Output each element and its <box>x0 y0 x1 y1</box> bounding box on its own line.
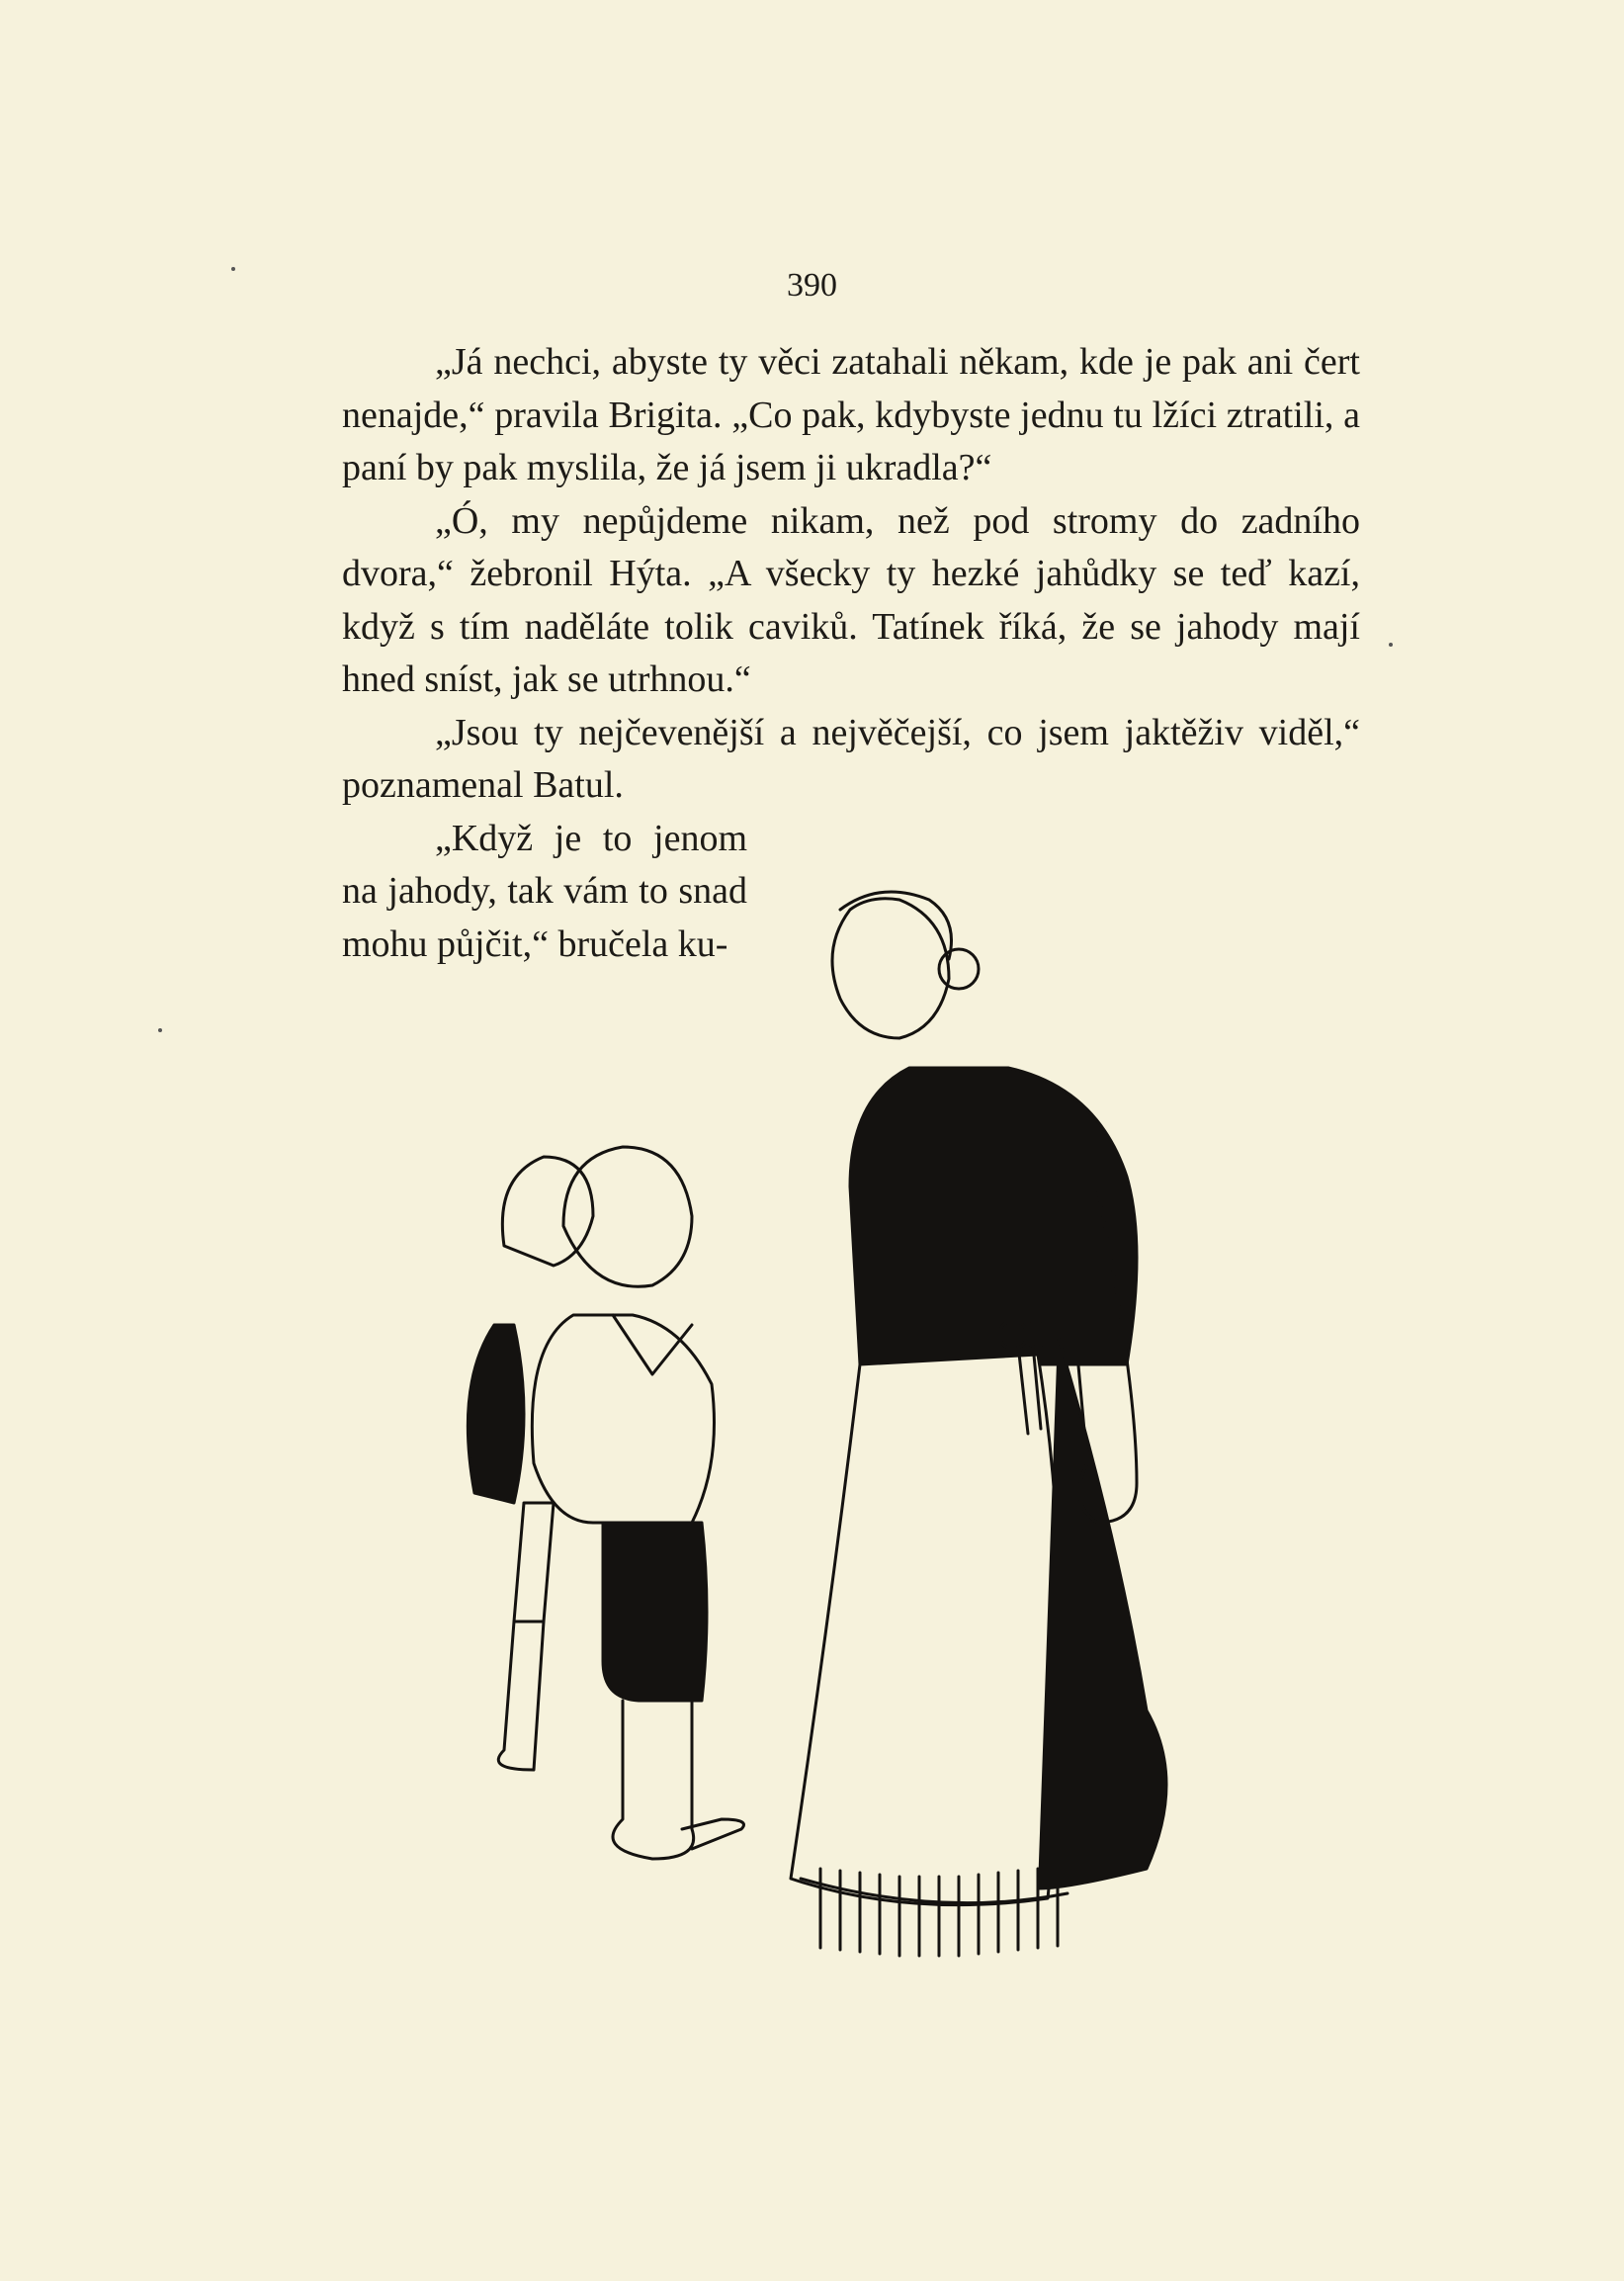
paragraph: „Když je to jenom na jahody, tak vám to snad mohu půjčit,“ bručela ku- <box>342 817 747 965</box>
paper-speck <box>1389 643 1393 647</box>
paragraph: „Já nechci, abyste ty věci zatahali někam, kde je pak ani čert nenajde,“ pravila Brigita. „Co pak, kdybyste jednu tu lžíci ztratili, a paní by pak myslila, že já jsem ji ukradla?“ <box>342 341 1360 488</box>
illustration <box>465 870 1354 1977</box>
paper-speck <box>231 267 235 271</box>
page-number: 390 <box>787 267 837 304</box>
illustration-drawing <box>465 870 1354 1977</box>
paragraph: „Jsou ty nejčevenější a nejvěčejší, co jsem jaktěživ viděl,“ poznamenal Batul. <box>342 711 1360 806</box>
paragraph: „Ó, my nepůjdeme nikam, než pod stromy do zadního dvora,“ žebronil Hýta. „A všecky ty hezké jahůdky se teď kazí, když s tím naděláte tolik caviků. Tatínek říká, že se jahody mají hned sníst, jak se utrhnou.“ <box>342 499 1360 700</box>
paper-speck <box>158 1028 162 1032</box>
